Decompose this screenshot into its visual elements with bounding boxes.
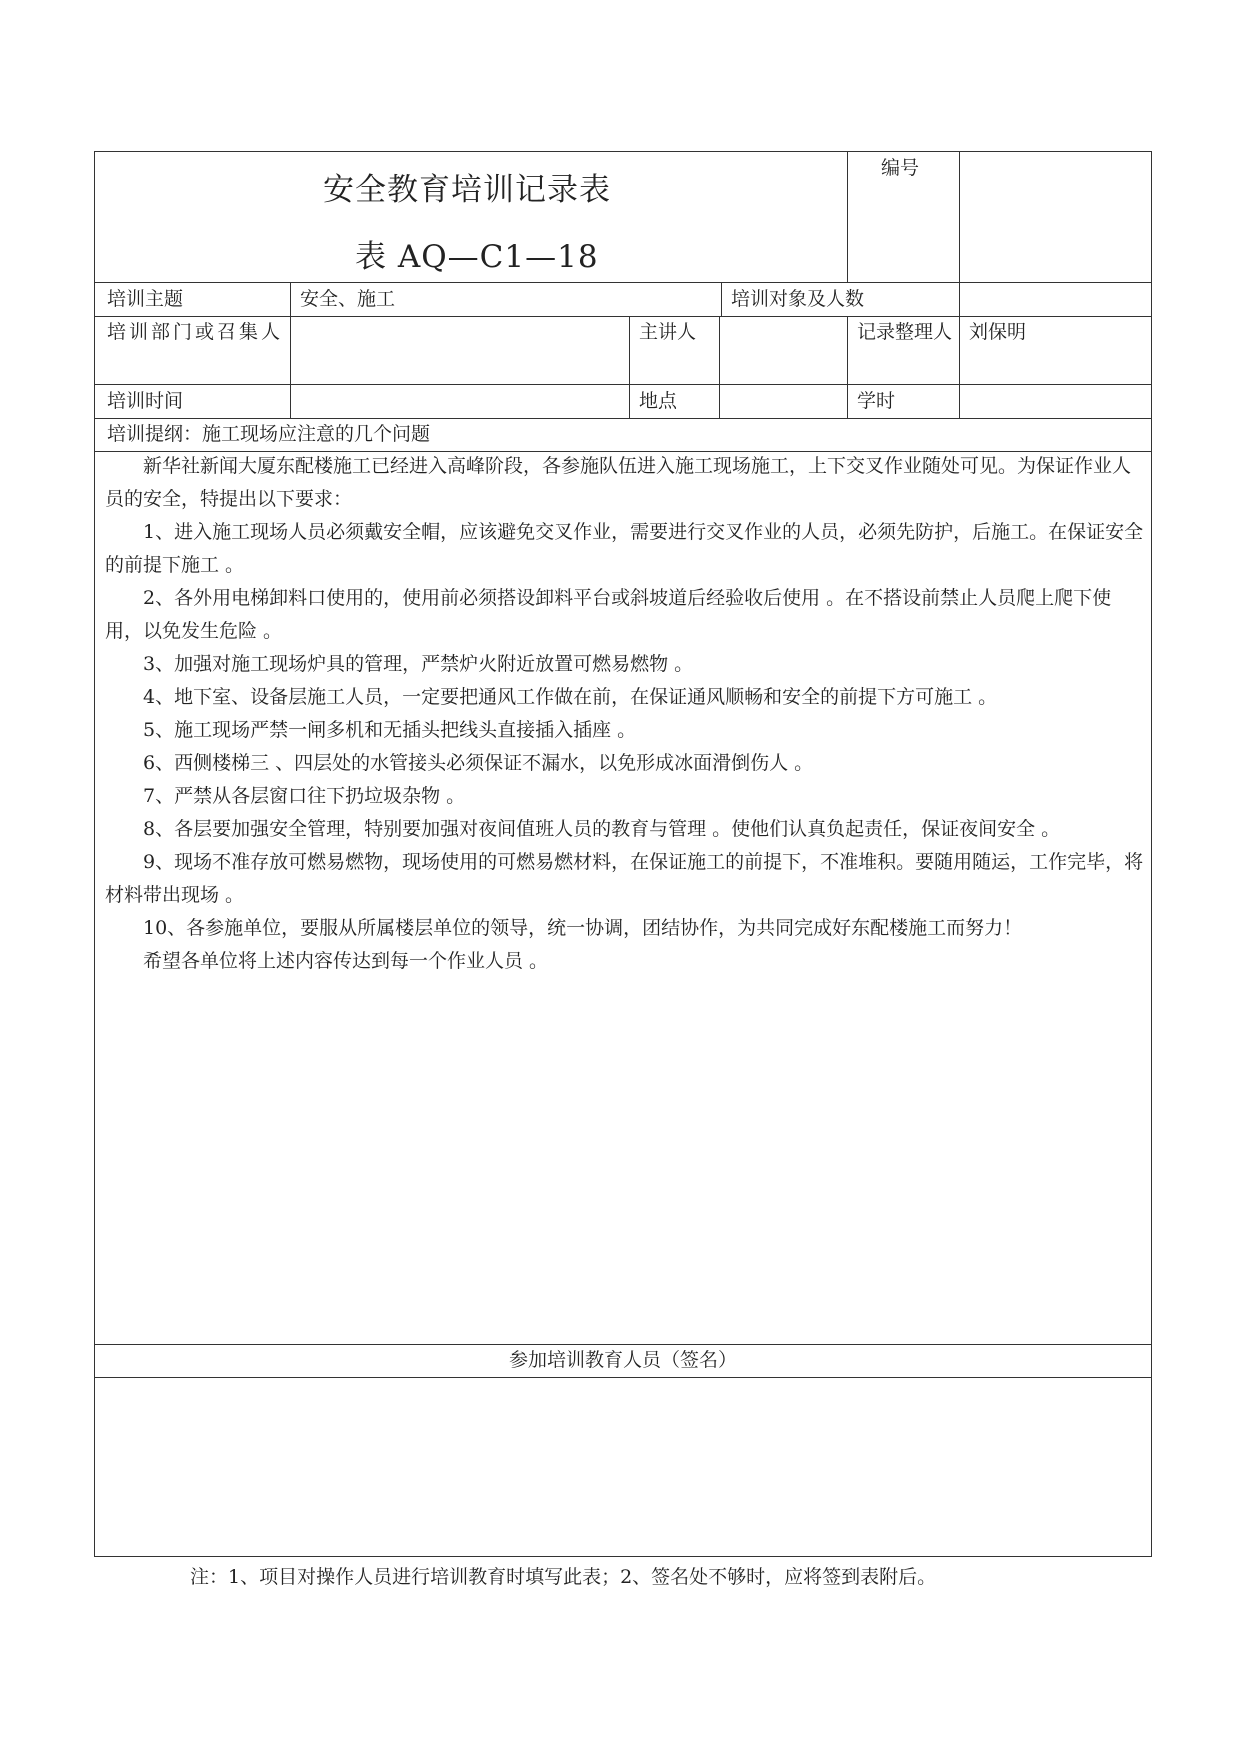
row-divider xyxy=(95,384,1151,385)
hours-label: 学时 xyxy=(857,390,896,412)
content-paragraph: 8、各层要加强安全管理，特别要加强对夜间值班人员的教育与管理 。使他们认真负起责任，保证夜间安全 。 xyxy=(143,818,1061,840)
time-label: 培训时间 xyxy=(107,390,184,412)
col-divider xyxy=(959,316,960,418)
col-divider xyxy=(847,316,848,418)
target-label: 培训对象及人数 xyxy=(731,288,865,310)
recorder-field[interactable]: 刘保明 xyxy=(969,321,1027,343)
content-paragraph: 4、地下室、设备层施工人员，一定要把通风工作做在前，在保证通风顺畅和安全的前提下方可施工 。 xyxy=(143,686,998,708)
signature-area[interactable] xyxy=(105,1378,1141,1554)
content-paragraph: 2、各外用电梯卸料口使用的，使用前必须搭设卸料平台或斜坡道后经验收后使用 。在不搭设前禁止人员爬上爬下使用，以免发生危险 。 xyxy=(105,587,1112,642)
place-label: 地点 xyxy=(639,390,678,412)
form-code: 表 AQ—C1—18 xyxy=(355,239,599,275)
col-divider xyxy=(847,152,848,282)
col-divider xyxy=(719,316,720,418)
content-paragraph: 3、加强对施工现场炉具的管理，严禁炉火附近放置可燃易燃物 。 xyxy=(143,653,694,675)
col-divider xyxy=(721,282,722,316)
row-divider xyxy=(95,282,1151,283)
col-divider xyxy=(290,282,291,418)
signature-label: 参加培训教育人员（签名） xyxy=(508,1349,737,1371)
outline-text: 培训提纲：施工现场应注意的几个问题 xyxy=(107,423,431,445)
form-title: 安全教育培训记录表 xyxy=(323,172,611,208)
recorder-label: 记录整理人 xyxy=(857,321,953,343)
content-paragraph: 新华社新闻大厦东配楼施工已经进入高峰阶段，各参施队伍进入施工现场施工，上下交叉作业随处可见。为保证作业人员的安全，特提出以下要求： xyxy=(105,455,1132,510)
topic-field[interactable]: 安全、施工 xyxy=(300,288,396,310)
col-divider xyxy=(959,282,960,316)
content-paragraph: 5、施工现场严禁一闸多机和无插头把线头直接插入插座 。 xyxy=(143,719,637,741)
number-label: 编号 xyxy=(881,157,920,179)
col-divider xyxy=(959,152,960,282)
content-paragraph: 9、现场不准存放可燃易燃物，现场使用的可燃易燃材料，在保证施工的前提下，不准堆积。要随用随运，工作完毕，将材料带出现场 。 xyxy=(105,851,1144,906)
content-paragraph: 1、进入施工现场人员必须戴安全帽，应该避免交叉作业，需要进行交叉作业的人员，必须先防护，后施工。在保证安全的前提下施工 。 xyxy=(105,521,1144,576)
footnote: 注：1、项目对操作人员进行培训教育时填写此表；2、签名处不够时，应将签到表附后。 xyxy=(190,1566,937,1588)
content-paragraph: 7、严禁从各层窗口往下扔垃圾杂物 。 xyxy=(143,785,466,807)
content-paragraph: 10、各参施单位，要服从所属楼层单位的领导，统一协调，团结协作，为共同完成好东配楼施工而努力！ xyxy=(143,917,1023,939)
content-paragraph: 希望各单位将上述内容传达到每一个作业人员 。 xyxy=(143,950,549,972)
department-label: 培训部门或召集人 xyxy=(107,321,284,343)
speaker-label: 主讲人 xyxy=(639,321,697,343)
training-content xyxy=(105,450,1145,978)
content-paragraph: 6、西侧楼梯三 、四层处的水管接头必须保证不漏水，以免形成冰面滑倒伤人 。 xyxy=(143,752,814,774)
col-divider xyxy=(629,316,630,418)
training-record-form xyxy=(94,151,1152,1557)
topic-label: 培训主题 xyxy=(107,288,184,310)
